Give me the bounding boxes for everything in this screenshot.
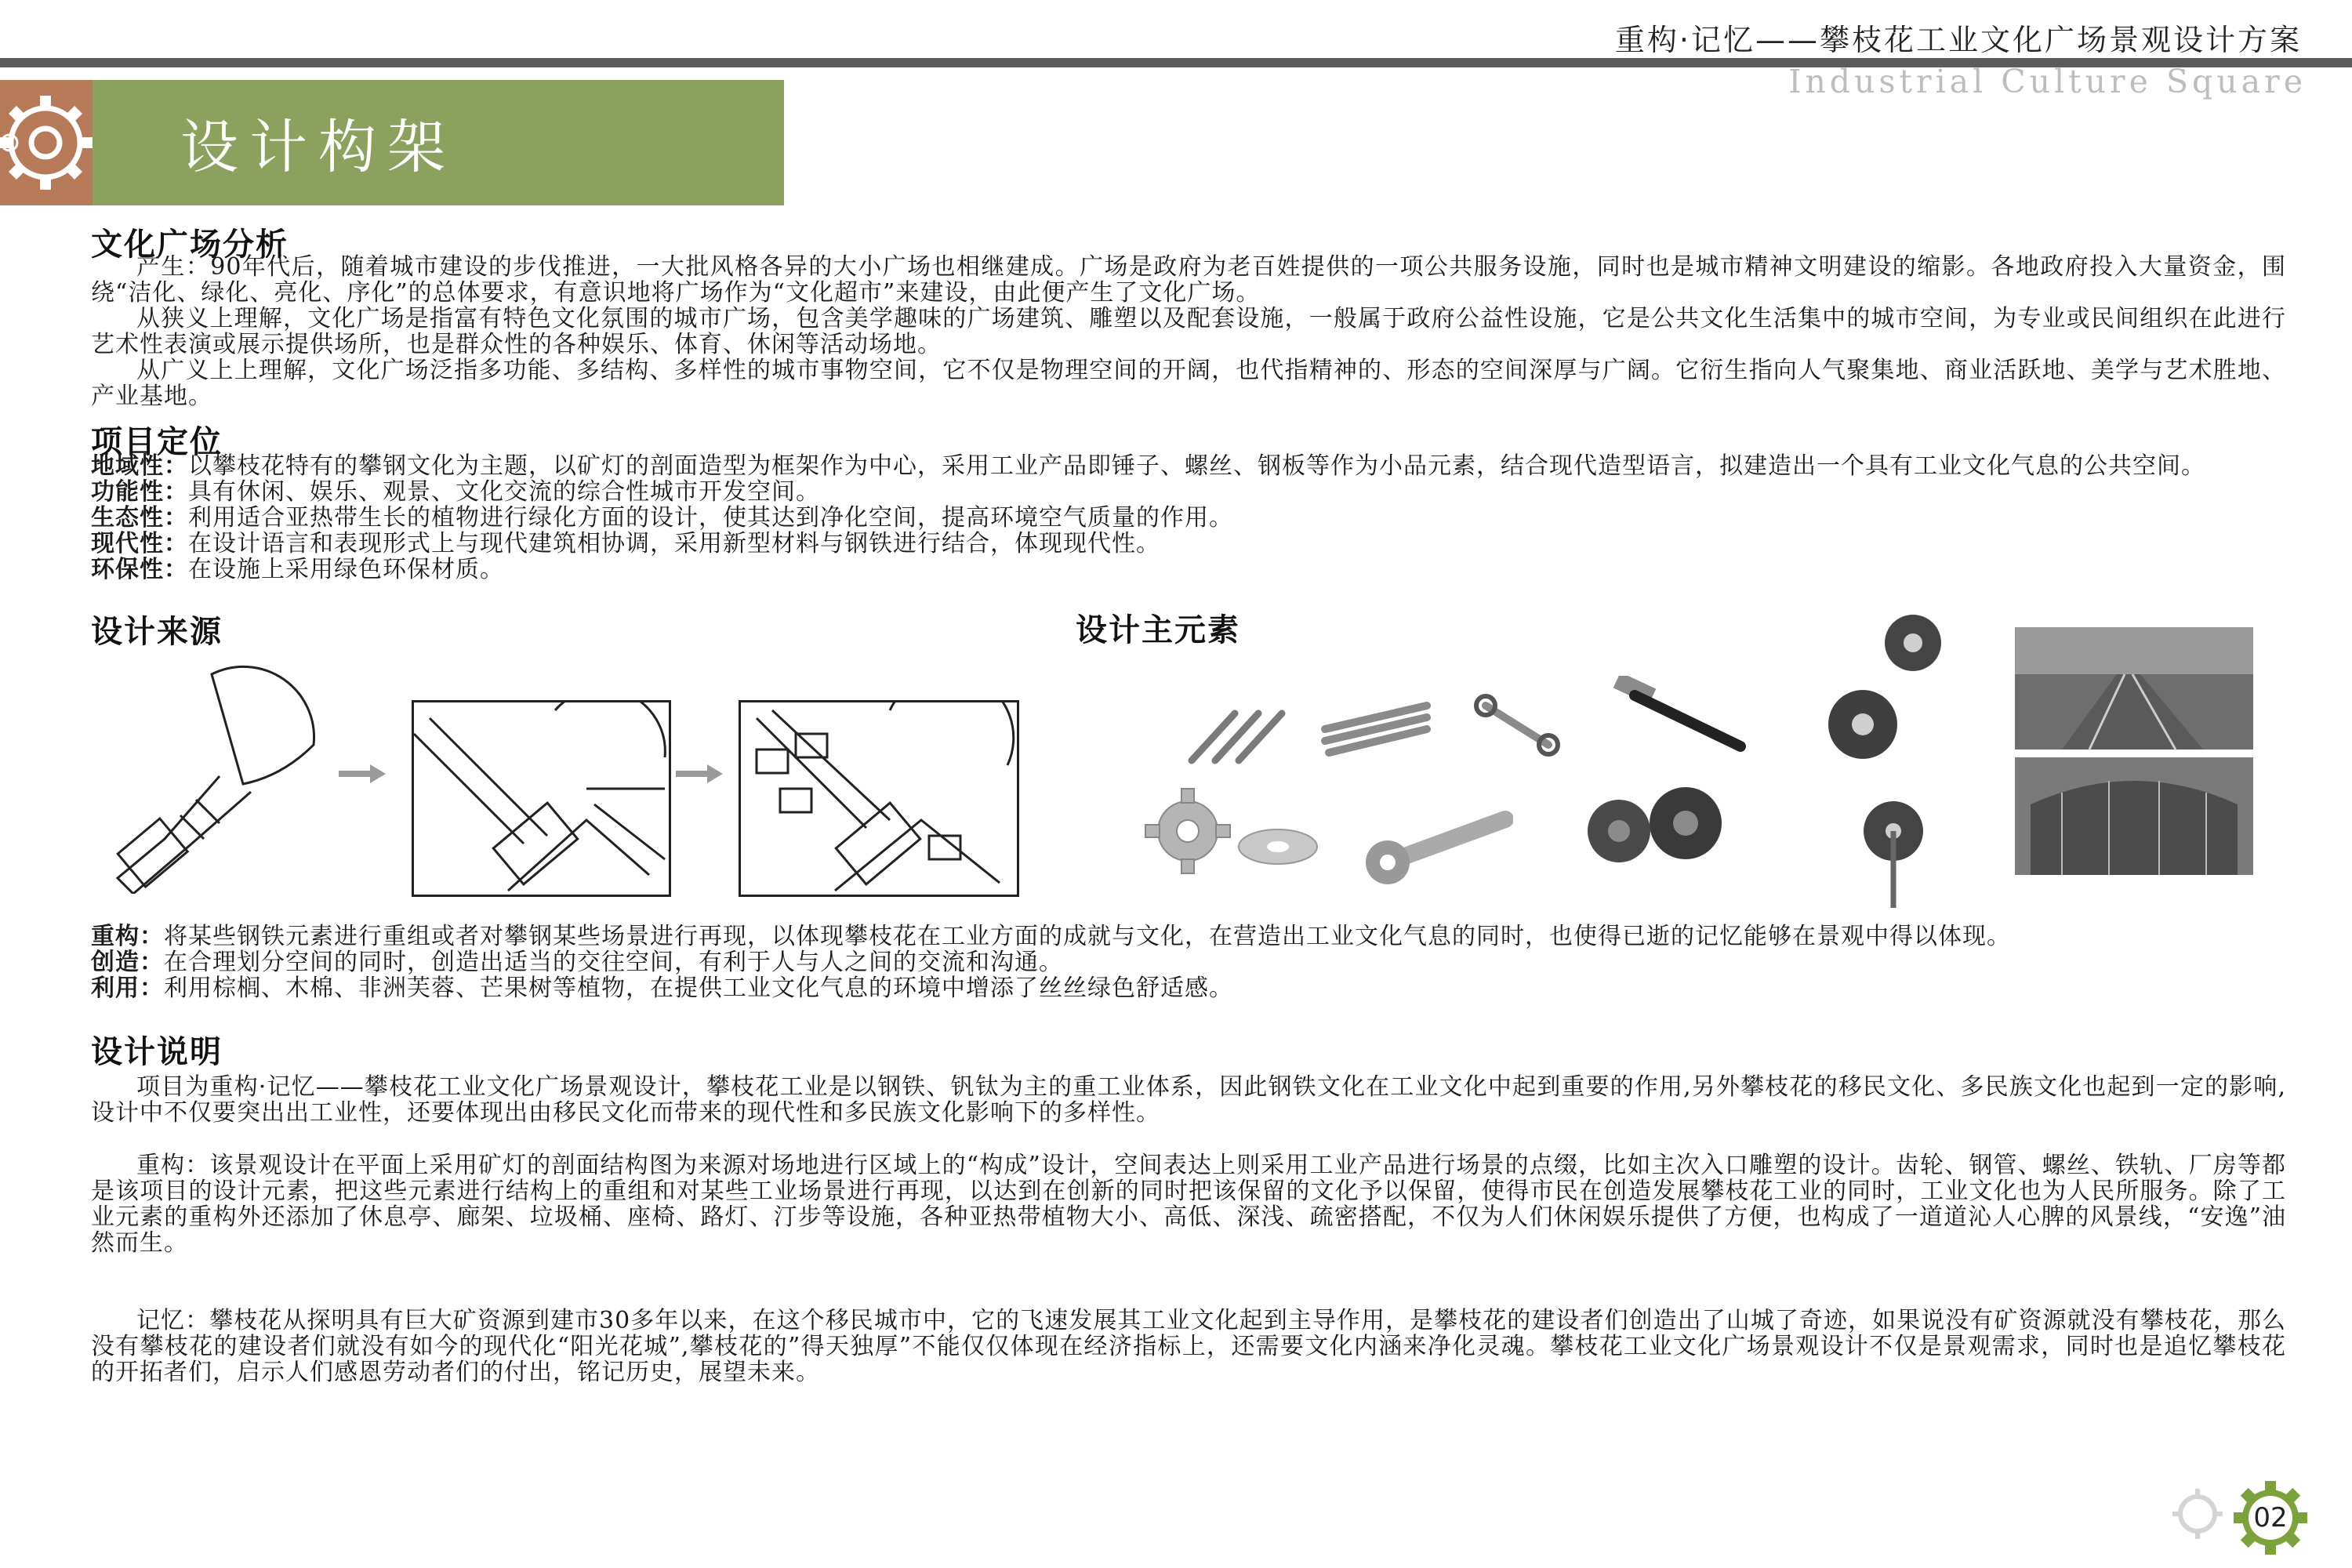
disc-image bbox=[1825, 687, 1900, 762]
positioning-item: 现代性：在设计语言和表现形式上与现代建筑相协调，采用新型材料与钢铁进行结合，体现现代性。 bbox=[91, 530, 1160, 557]
design-source-heading: 设计来源 bbox=[91, 614, 223, 650]
concept-item: 利用：利用棕榈、木棉、非洲芙蓉、芒果树等植物，在提供工业文化气息的环境中增添了丝丝绿色舒适感。 bbox=[91, 975, 1233, 1002]
site-sketch-2 bbox=[739, 700, 1019, 897]
screws-image bbox=[1176, 690, 1294, 768]
site-plan-drawing-2 bbox=[741, 702, 1017, 895]
positioning-item: 生态性：利用适合亚热带生长的植物进行绿化方面的设计，使其达到净化空间，提高环境空气质量的作用。 bbox=[91, 504, 1233, 532]
wrench-set-image bbox=[1317, 682, 1435, 768]
gear-pair-image bbox=[1576, 784, 1733, 870]
disc-rod-icon bbox=[1858, 800, 1929, 909]
positioning-list bbox=[91, 453, 2286, 583]
arrow-icon bbox=[339, 764, 386, 783]
banner-gear-badge bbox=[0, 80, 93, 205]
wrench-icon bbox=[1356, 792, 1513, 890]
site-plan-drawing-1 bbox=[414, 702, 669, 895]
design-notes-paragraph: 重构：该景观设计在平面上采用矿灯的剖面结构图为来源对场地进行区域上的“构成”设计，空间表达上则采用工业产品进行场景的点缀，比如主次入口雕塑的设计。齿轮、钢管、螺丝、铁轨、厂房等都是该项目的设计元素，把这些元素进行结构上的重组和对某些工业场景进行再现，以达到在创新的同时把该保留的文化予以保留，使得市民在创造发展攀枝花工业的同时，工业文化也为人民所服务。除了工业元素的重构外还添加了休息亭、廊架、垃圾桶、座椅、路灯、汀步等设施，各种亚热带植物大小、高低、深浅、疏密搭配，不仅为人们休闲娱乐提供了方便，也构成了一道道沁人心脾的风景线，“安逸”油然而生。 bbox=[91, 1152, 2286, 1257]
faded-gear-icon bbox=[2170, 1486, 2225, 1541]
gear-icon bbox=[0, 80, 93, 205]
shed-photo-illustration bbox=[2015, 757, 2253, 875]
rail-track-photo bbox=[2015, 627, 2253, 750]
section-title: 设计构架 bbox=[180, 114, 456, 181]
design-notes-paragraph: 项目为重构·记忆——攀枝花工业文化广场景观设计，攀枝花工业是以钢铁、钒钛为主的重工业体系，因此钢铁文化在工业文化中起到重要的作用,另外攀枝花的移民文化、多民族文化也起到一定的影响,设计中不仅要突出出工业性，还要体现出由移民文化而带来的现代性和多民族文化影响下的多样性。 bbox=[91, 1073, 2286, 1127]
culture-analysis-heading: 文化广场分析 bbox=[91, 227, 289, 263]
wrench-set-icon bbox=[1317, 682, 1435, 768]
flat-gear-image bbox=[1235, 823, 1321, 870]
positioning-heading: 项目定位 bbox=[91, 424, 223, 460]
disc-image bbox=[1882, 612, 1944, 674]
culture-analysis-body bbox=[91, 254, 2286, 409]
page-number-badge bbox=[2233, 1480, 2308, 1555]
gear-icon bbox=[1145, 788, 1231, 874]
disc-icon bbox=[1825, 687, 1900, 762]
arrow-icon bbox=[676, 764, 723, 783]
gear-image bbox=[1145, 788, 1231, 874]
design-notes-heading: 设计说明 bbox=[91, 1034, 223, 1070]
lamp-sketch bbox=[102, 659, 337, 894]
lamp-section-drawing bbox=[102, 659, 337, 894]
spanner-icon bbox=[1474, 690, 1560, 760]
disc-icon bbox=[1882, 612, 1944, 674]
culture-analysis-paragraph: 从广义上上理解，文化广场泛指多功能、多结构、多样性的城市事物空间，它不仅是物理空间的开阔，也代指精神的、形态的空间深厚与广阔。它衍生指向人气聚集地、商业活跃地、美学与艺术胜地、产业基地。 bbox=[91, 357, 2286, 410]
concepts-list bbox=[91, 924, 2286, 1001]
concept-item: 重构：将某些钢铁元素进行重组或者对攀钢某些场景进行再现，以体现攀枝花在工业方面的成就与文化，在营造出工业文化气息的同时，也使得已逝的记忆能够在景观中得以体现。 bbox=[91, 923, 2011, 950]
concept-item: 创造：在合理划分空间的同时，创造出适当的交往空间，有利于人与人之间的交流和沟通。 bbox=[91, 949, 1063, 976]
gears-icon bbox=[1576, 784, 1733, 870]
large-wrench-image bbox=[1356, 792, 1513, 890]
site-sketch-1 bbox=[412, 700, 671, 897]
screws-icon bbox=[1176, 690, 1294, 768]
disc-on-rod-image bbox=[1858, 800, 1929, 909]
culture-analysis-paragraph: 从狭义上理解，文化广场是指富有特色文化氛围的城市广场，包含美学趣味的广场建筑、雕塑以及配套设施，一般属于政府公益性设施，它是公共文化生活集中的城市空间，为专业或民间组织在此进行艺术性表演或展示提供场所，也是群众性的各种娱乐、体育、休闲等活动场地。 bbox=[91, 305, 2286, 358]
main-elements-heading: 设计主元素 bbox=[1076, 612, 1240, 648]
positioning-item: 环保性：在设施上采用绿色环保材质。 bbox=[91, 556, 504, 583]
gear-icon bbox=[1235, 823, 1321, 870]
rail-photo-illustration bbox=[2015, 627, 2253, 750]
document-title: 重构·记忆——攀枝花工业文化广场景观设计方案 bbox=[1614, 23, 2302, 57]
hammer-image bbox=[1599, 676, 1748, 762]
factory-shed-photo bbox=[2015, 757, 2253, 875]
hammer-icon bbox=[1599, 676, 1748, 762]
positioning-item: 地域性：以攀枝花特有的攀钢文化为主题，以矿灯的剖面造型为框架作为中心，采用工业产品即锤子、螺丝、钢板等作为小品元素，结合现代造型语言，拟建造出一个具有工业文化气息的公共空间。 bbox=[91, 452, 2205, 480]
positioning-item: 功能性：具有休闲、娱乐、观景、文化交流的综合性城市开发空间。 bbox=[91, 478, 820, 506]
document-subtitle: Industrial Culture Square bbox=[1788, 63, 2307, 100]
ring-spanner-image bbox=[1474, 690, 1560, 760]
design-notes-paragraph: 记忆：攀枝花从探明具有巨大矿资源到建市30多年以来，在这个移民城市中，它的飞速发展其工业文化起到主导作用，是攀枝花的建设者们创造出了山城了奇迹，如果说没有矿资源就没有攀枝花，那么没有攀枝花的建设者们就没有如今的现代化“阳光花城”,攀枝花的”得天独厚”不能仅仅体现在经济指标上，还需要文化内涵来净化灵魂。攀枝花工业文化广场景观设计不仅是景观需求，同时也是追忆攀枝花的开拓者们，启示人们感恩劳动者们的付出，铭记历史，展望未来。 bbox=[91, 1307, 2286, 1386]
culture-analysis-paragraph: 产生：90年代后，随着城市建设的步伐推进，一大批风格各异的大小广场也相继建成。广场是政府为老百姓提供的一项公共服务设施，同时也是城市精神文明建设的缩影。各地政府投入大量资金，围绕“洁化、绿化、亮化、序化”的总体要求，有意识地将广场作为“文化超市”来建设，由此便产生了文化广场。 bbox=[91, 253, 2286, 307]
page-number: 02 bbox=[2253, 1502, 2288, 1534]
